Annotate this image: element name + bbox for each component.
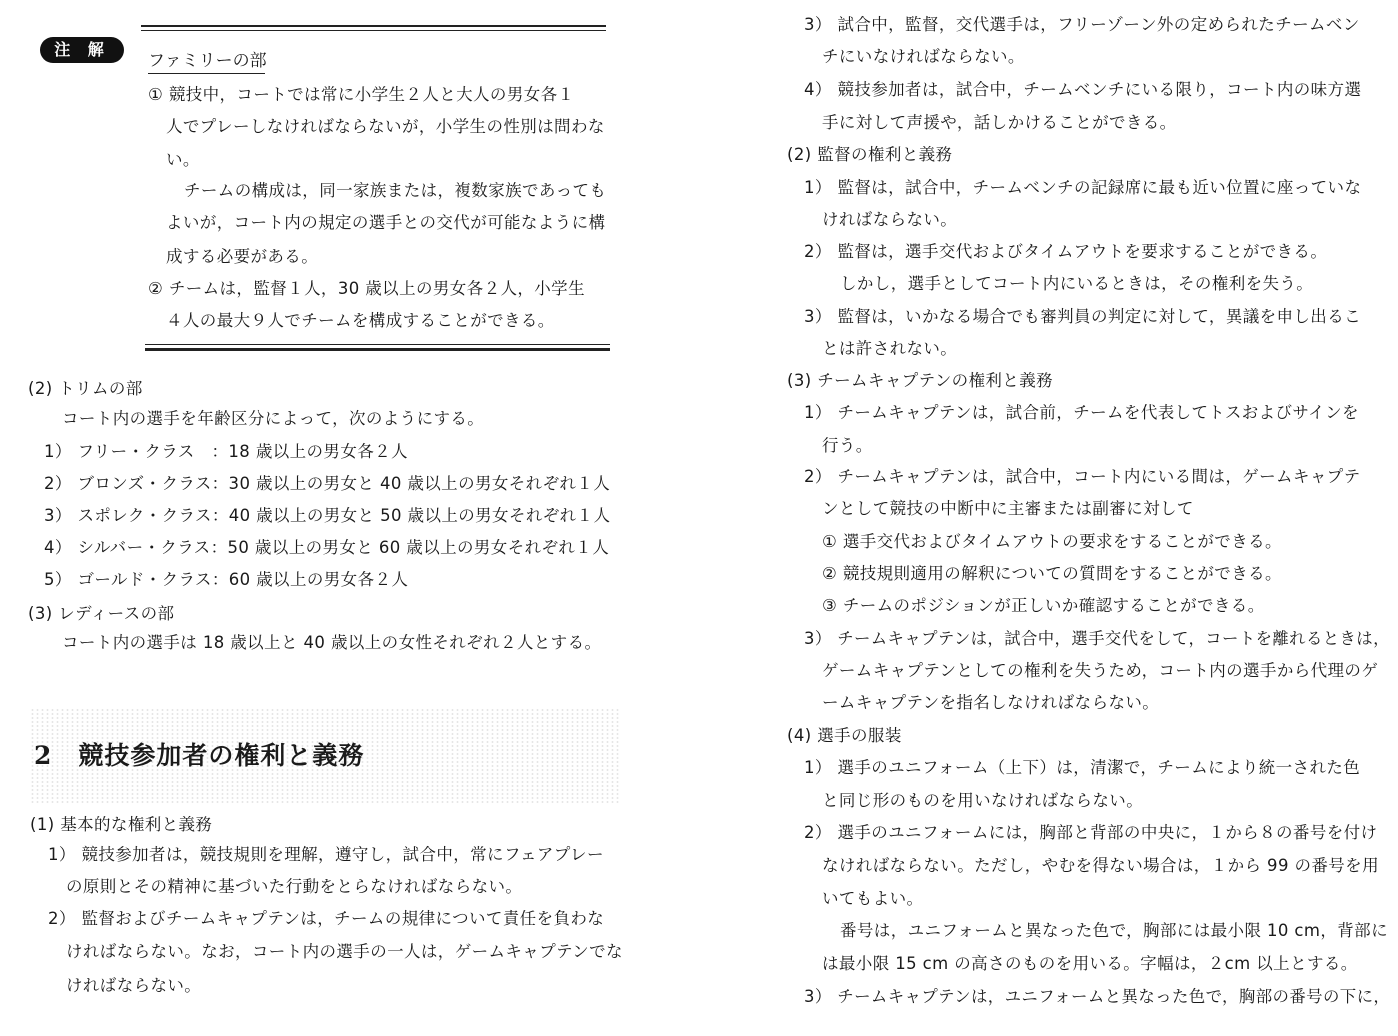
right-line-22: ームキャプテンを指名しなければならない。 [822,693,1160,712]
note-line-4: チームの構成は，同一家族または，複数家族であっても [184,181,607,200]
note-line-6: 成する必要がある。 [166,247,319,266]
right-line-3: 4） 競技参加者は，試合中，チームベンチにいる限り，コート内の味方選 [804,80,1362,99]
note-bottom-rule-thin [145,344,610,345]
right-line-25: と同じ形のものを用いなければならない。 [822,791,1144,810]
note-line-7: ② チームは，監督１人，30 歳以上の男女各２人，小学生 [148,279,585,298]
right-line-18: ② 競技規則適用の解釈についての質問をすることができる。 [822,564,1282,583]
right-line-24: 1） 選手のユニフォーム（上下）は，清潔で，チームにより統一された色 [804,758,1361,777]
basic-line-3: 2） 監督およびチームキャプテンは，チームの規律について責任を負わな [48,909,605,928]
right-line-4: 手に対して声援や，話しかけることができる。 [822,113,1177,132]
trim-item-5: 5） ゴールド・クラス：60 歳以上の男女各２人 [44,570,409,589]
basic-line-5: ければならない。 [66,976,202,995]
basic-heading: (1) 基本的な権利と義務 [30,815,213,834]
right-line-6: 1） 監督は，試合中，チームベンチの記録席に最も近い位置に座っていな [804,178,1362,197]
trim-item-4: 4） シルバー・クラス：50 歳以上の男女と 60 歳以上の男女それぞれ１人 [44,538,610,557]
basic-line-2: の原則とその精神に基づいた行動をとらなければならない。 [66,877,523,896]
trim-item-1: 1） フリー・クラス ：18 歳以上の男女各２人 [44,442,408,461]
note-bottom-rule [145,348,610,351]
right-line-2: チにいなければならない。 [822,47,1025,66]
right-line-27: なければならない。ただし，やむを得ない場合は，１から 99 の番号を用 [822,856,1379,875]
ladies-heading: (3) レディースの部 [28,604,175,623]
right-line-12: (3) チームキャプテンの権利と義務 [787,371,1053,390]
family-heading-underline [148,73,265,74]
right-line-15: 2） チームキャプテンは，試合中，コート内にいる間は，ゲームキャプテ [804,467,1361,486]
right-line-11: とは許されない。 [822,339,958,358]
right-line-14: 行う。 [822,436,873,455]
section-title: 2 競技参加者の権利と義務 [34,741,365,770]
right-line-7: ければならない。 [822,210,958,229]
trim-item-2: 2） ブロンズ・クラス：30 歳以上の男女と 40 歳以上の男女それぞれ１人 [44,474,611,493]
right-line-28: いてもよい。 [822,889,924,908]
right-line-26: 2） 選手のユニフォームには，胸部と背部の中央に，１から８の番号を付け [804,823,1378,842]
right-line-30: は最小限 15 cm の高さのものを用いる。字幅は，２cm 以上とする。 [822,954,1358,973]
right-line-13: 1） チームキャプテンは，試合前，チームを代表してトスおよびサインを [804,403,1359,422]
basic-line-4: ければならない。なお，コート内の選手の一人は，ゲームキャプテンでな [66,942,623,961]
note-top-rule-thin [141,30,606,31]
note-line-3: い。 [166,150,200,169]
right-line-10: 3） 監督は，いかなる場合でも審判員の判定に対して，異議を申し出るこ [804,307,1362,326]
right-line-20: 3） チームキャプテンは，試合中，選手交代をして，コートを離れるときは， [804,629,1390,648]
right-line-9: しかし，選手としてコート内にいるときは，その権利を失う。 [840,274,1314,293]
note-top-rule [141,25,606,27]
right-line-31: 3） チームキャプテンは，ユニフォームと異なった色で，胸部の番号の下に， [804,987,1391,1006]
trim-intro: コート内の選手を年齢区分によって，次のようにする。 [62,409,485,428]
basic-line-1: 1） 競技参加者は，競技規則を理解，遵守し，試合中，常にフェアプレー [48,845,604,864]
annotation-badge: 注 解 [40,37,124,63]
right-line-1: 3） 試合中，監督，交代選手は，フリーゾーン外の定められたチームベン [804,15,1360,34]
family-heading: ファミリーの部 [148,51,267,71]
right-line-29: 番号は，ユニフォームと異なった色で，胸部には最小限 10 cm，背部に [840,921,1388,940]
trim-heading: (2) トリムの部 [28,379,143,398]
right-line-23: (4) 選手の服装 [787,726,902,745]
note-line-2: 人でプレーしなければならないが，小学生の性別は問わな [166,117,605,136]
right-line-5: (2) 監督の権利と義務 [787,145,953,164]
right-line-8: 2） 監督は，選手交代およびタイムアウトを要求することができる。 [804,242,1328,261]
ladies-text: コート内の選手は 18 歳以上と 40 歳以上の女性それぞれ２人とする。 [62,633,602,652]
note-line-5: よいが，コート内の規定の選手との交代が可能なように構 [166,213,606,232]
right-line-21: ゲームキャプテンとしての権利を失うため，コート内の選手から代理のゲ [822,661,1379,680]
right-line-16: ンとして競技の中断中に主審または副審に対して [822,499,1194,518]
note-line-1: ① 競技中，コートでは常に小学生２人と大人の男女各１ [148,85,575,104]
right-line-17: ① 選手交代およびタイムアウトの要求をすることができる。 [822,532,1282,551]
note-line-8: ４人の最大９人でチームを構成することができる。 [166,311,555,330]
trim-item-3: 3） スポレク・クラス：40 歳以上の男女と 50 歳以上の男女それぞれ１人 [44,506,611,525]
right-line-19: ③ チームのポジションが正しいか確認することができる。 [822,596,1265,615]
